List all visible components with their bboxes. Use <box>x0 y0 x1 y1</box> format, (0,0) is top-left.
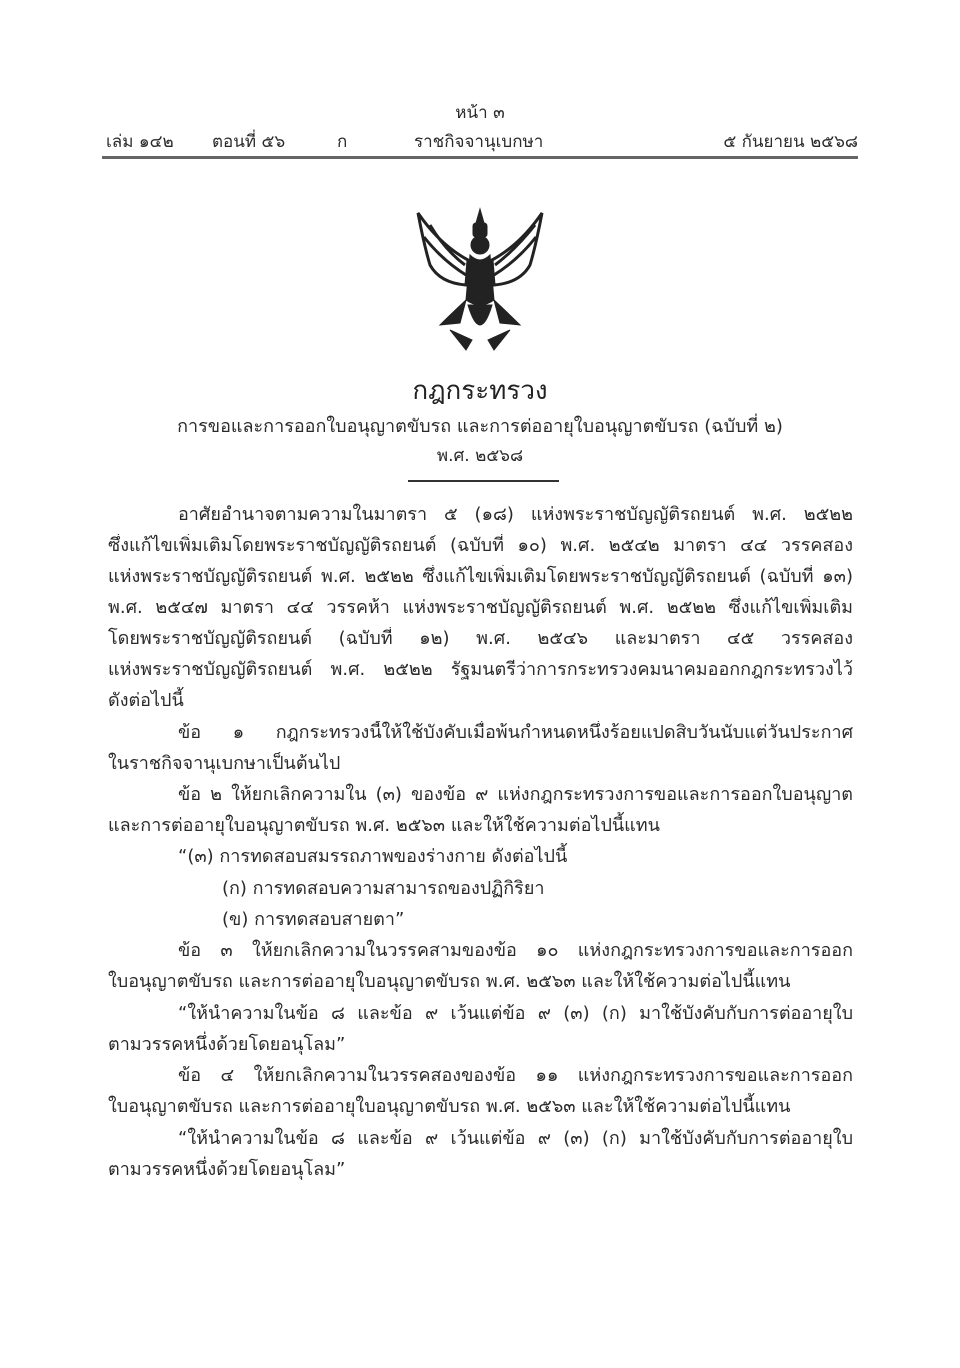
clause-3-quote-line: “ให้นำความในข้อ ๘ และข้อ ๙ เว้นแต่ข้อ ๙ (๓) (ก) มาใช้บังคับกับการต่ออายุใบ <box>178 1003 853 1024</box>
clause-2-line: และการต่ออายุใบอนุญาตขับรถ พ.ศ. ๒๕๖๓ และให้ใช้ความต่อไปนี้แทน <box>108 815 660 836</box>
issue-label: ตอนที่ ๕๖ <box>212 132 286 152</box>
clause-4-line: ข้อ ๔ ให้ยกเลิกความในวรรคสองของข้อ ๑๑ แห่งกฎกระทรวงการขอและการออก <box>178 1065 853 1086</box>
publication-name: ราชกิจจานุเบกษา <box>414 132 544 152</box>
volume-label: เล่ม ๑๔๒ <box>106 132 174 152</box>
clause-2-quote-line: (ก) การทดสอบความสามารถของปฏิกิริยา <box>222 878 545 899</box>
clause-3-line: ใบอนุญาตขับรถ และการต่ออายุใบอนุญาตขับรถ พ.ศ. ๒๕๖๓ และให้ใช้ความต่อไปนี้แทน <box>108 971 791 992</box>
section-label: ก <box>337 132 348 152</box>
clause-4-line: ใบอนุญาตขับรถ และการต่ออายุใบอนุญาตขับรถ พ.ศ. ๒๕๖๓ และให้ใช้ความต่อไปนี้แทน <box>108 1096 791 1117</box>
garuda-emblem-icon <box>410 205 550 355</box>
clause-1-line: ข้อ ๑ กฎกระทรวงนี้ให้ใช้บังคับเมื่อพ้นกำหนดหนึ่งร้อยแปดสิบวันนับแต่วันประกาศ <box>178 722 853 743</box>
clause-4-quote-line: “ให้นำความในข้อ ๘ และข้อ ๙ เว้นแต่ข้อ ๙ (๓) (ก) มาใช้บังคับกับการต่ออายุใบ <box>178 1128 853 1149</box>
clause-2-quote-line: (ข) การทดสอบสายตา” <box>222 909 405 930</box>
publication-date: ๕ กันยายน ๒๕๖๘ <box>723 132 858 152</box>
preamble-line: พ.ศ. ๒๕๔๗ มาตรา ๔๔ วรรคห้า แห่งพระราชบัญญัติรถยนต์ พ.ศ. ๒๕๒๒ ซึ่งแก้ไขเพิ่มเติม <box>108 597 853 618</box>
preamble-line: โดยพระราชบัญญัติรถยนต์ (ฉบับที่ ๑๒) พ.ศ. ๒๕๔๖ และมาตรา ๔๕ วรรคสอง <box>108 628 853 649</box>
clause-2-quote-line: “(๓) การทดสอบสมรรถภาพของร่างกาย ดังต่อไปนี้ <box>178 846 568 867</box>
clause-3-line: ข้อ ๓ ให้ยกเลิกความในวรรคสามของข้อ ๑๐ แห่งกฎกระทรวงการขอและการออก <box>178 940 853 961</box>
title-divider <box>408 480 559 482</box>
header-divider <box>102 156 858 159</box>
preamble-line: แห่งพระราชบัญญัติรถยนต์ พ.ศ. ๒๕๒๒ ซึ่งแก้ไขเพิ่มเติมโดยพระราชบัญญัติรถยนต์ (ฉบับที่ ๑๓) <box>108 566 853 587</box>
document-subtitle: การขอและการออกใบอนุญาตขับรถ และการต่ออายุใบอนุญาตขับรถ (ฉบับที่ ๒) <box>177 416 783 437</box>
preamble-line: อาศัยอำนาจตามความในมาตรา ๕ (๑๘) แห่งพระราชบัญญัติรถยนต์ พ.ศ. ๒๕๒๒ <box>178 504 853 525</box>
preamble-line: แห่งพระราชบัญญัติรถยนต์ พ.ศ. ๒๕๒๒ รัฐมนตรีว่าการกระทรวงคมนาคมออกกฎกระทรวงไว้ <box>108 659 853 680</box>
clause-2-line: ข้อ ๒ ให้ยกเลิกความใน (๓) ของข้อ ๙ แห่งกฎกระทรวงการขอและการออกใบอนุญาต <box>178 784 853 805</box>
preamble-line: ซึ่งแก้ไขเพิ่มเติมโดยพระราชบัญญัติรถยนต์ (ฉบับที่ ๑๐) พ.ศ. ๒๕๔๒ มาตรา ๔๔ วรรคสอง <box>108 535 853 556</box>
document-title: กฎกระทรวง <box>412 376 548 406</box>
preamble-line: ดังต่อไปนี้ <box>108 690 184 711</box>
clause-3-quote-line: ตามวรรคหนึ่งด้วยโดยอนุโลม” <box>108 1034 346 1055</box>
page-number: หน้า ๓ <box>455 103 505 123</box>
clause-1-line: ในราชกิจจานุเบกษาเป็นต้นไป <box>108 753 341 774</box>
document-year: พ.ศ. ๒๕๖๘ <box>436 446 524 466</box>
clause-4-quote-line: ตามวรรคหนึ่งด้วยโดยอนุโลม” <box>108 1159 346 1180</box>
